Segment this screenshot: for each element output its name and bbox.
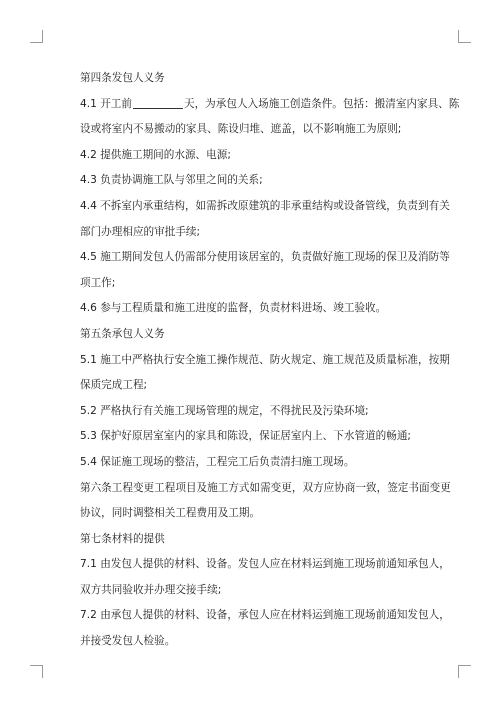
- clause-7-1-line-2: 双方共同验收并办理交接手续;: [80, 583, 222, 596]
- clause-7-2-line-2: 并接受发包人检验。: [80, 635, 176, 648]
- crop-mark-bottom-right: [458, 665, 471, 678]
- clause-4-5-line-2: 项工作;: [80, 276, 116, 289]
- clause-4-1-line-1: [80, 92, 460, 118]
- clause-4-1-suffix: 天，为承包人入场施工创造条件。包括：搬清室内家具、陈: [184, 97, 460, 110]
- clause-5-1-line-2: 保质完成工程;: [80, 379, 148, 392]
- article-6-line-2: 协议，同时调整相关工程费用及工期。: [80, 507, 261, 520]
- article-4-heading: 第四条发包人义务: [80, 72, 165, 84]
- crop-mark-bottom-left: [30, 665, 43, 678]
- clause-5-1-line-1: 5.1 施工中严格执行安全施工操作规范、防火规定、施工规范及质量标准，按期: [80, 353, 450, 366]
- clause-7-2-line-1: 7.2 由承包人提供的材料、设备，承包人应在材料运到施工现场前通知发包人，: [80, 609, 450, 622]
- article-5-heading: 第五条承包人义务: [80, 327, 165, 340]
- clause-4-2: 4.2 提供施工期间的水源、电源;: [80, 148, 231, 161]
- clause-4-4-line-1: 4.4 不拆室内承重结构，如需拆改原建筑的非承重结构或设备管线，负责到有关: [80, 199, 450, 212]
- clause-4-3: 4.3 负责协调施工队与邻里之间的关系;: [80, 174, 263, 187]
- clause-5-4: 5.4 保证施工现场的整洁，工程完工后负责清扫施工现场。: [80, 455, 355, 468]
- document-body: [80, 66, 460, 655]
- clause-5-2: 5.2 严格执行有关施工现场管理的规定，不得扰民及污染环境;: [80, 404, 369, 417]
- clause-5-3: 5.3 保护好原居室室内的家具和陈设，保证居室内上、下水管道的畅通;: [80, 430, 412, 443]
- blank-days-field: [133, 96, 183, 109]
- clause-4-4-line-2: 部门办理相应的审批手续;: [80, 225, 201, 238]
- article-6-line-1: 第六条工程变更工程项目及施工方式如需变更，双方应协商一致，签定书面变更: [80, 481, 451, 494]
- clause-4-1-prefix: 4.1 开工前: [80, 97, 132, 110]
- clause-4-6: 4.6 参与工程质量和施工进度的监督，负责材料进场、竣工验收。: [80, 302, 387, 315]
- crop-mark-top-right: [458, 30, 471, 43]
- clause-4-5-line-1: 4.5 施工期间发包人仍需部分使用该居室的，负责做好施工现场的保卫及消防等: [80, 251, 450, 264]
- crop-mark-top-left: [30, 30, 43, 43]
- clause-7-1-line-1: 7.1 由发包人提供的材料、设备。发包人应在材料运到施工现场前通知承包人，: [80, 558, 450, 571]
- article-7-heading: 第七条材料的提供: [80, 532, 165, 545]
- clause-4-1-line-2: 设或将室内不易搬动的家具、陈设归堆、遮盖，以不影响施工为原则;: [80, 123, 402, 136]
